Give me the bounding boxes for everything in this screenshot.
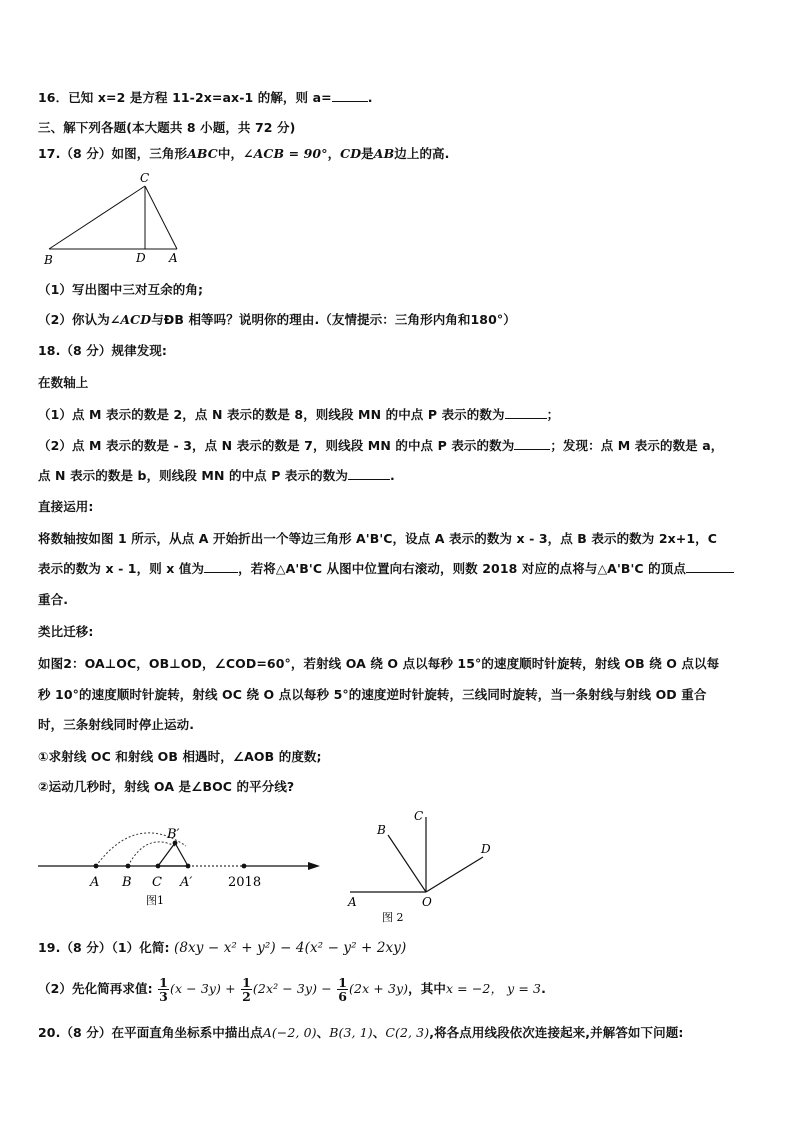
expression-1: (8xy − x² + y²) − 4(x² − y² + 2xy) [174, 940, 407, 956]
figure-1-number-line [36, 818, 326, 910]
label-c: C [414, 809, 424, 823]
point-a [94, 864, 99, 869]
q18-line-9: 类比迁移: [38, 624, 94, 639]
label-2018: 2018 [228, 875, 262, 890]
label-b-prime: B′ [167, 827, 180, 842]
q18-line-8: 重合. [38, 592, 69, 607]
q18-line-11: 秒 10°的速度顺时针旋转，射线 OC 绕 O 点以每秒 5°的速度逆时针旋转，三线同时旋转，当一条射线与射线 OD 重合 [38, 687, 707, 702]
figure-1-caption: 图1 [146, 894, 164, 907]
question-18: 18.（8 分）规律发现: [38, 343, 167, 358]
question-17-part1: （1）写出图中三对互余的角; [38, 282, 204, 297]
section-title: 三、解下列各题(本大题共 8 小题，共 72 分) [38, 120, 296, 135]
point-b [126, 864, 131, 869]
figure-2-rays [340, 805, 500, 925]
point-2018 [242, 864, 247, 869]
point-a-prime [186, 864, 191, 869]
label-a: A [348, 895, 357, 909]
question-17-part2: （2）你认为∠ACD与ÐB 相等吗？说明你的理由.（友情提示：三角形内角和180°） [38, 312, 516, 327]
triangle-ab-c [158, 843, 188, 866]
figure-2-caption: 图 2 [382, 911, 404, 924]
label-d: D [481, 842, 491, 856]
fraction-one-half: $\frac{1}{2}$ [242, 975, 251, 1004]
answer-blank [348, 467, 390, 480]
answer-blank [686, 560, 734, 573]
arrow-head [308, 862, 320, 870]
q18-line-5: 直接运用: [38, 499, 94, 514]
ray-ob [388, 835, 426, 892]
label-o: O [422, 895, 432, 909]
label-b: B [377, 823, 386, 837]
label-b: B [122, 875, 132, 890]
answer-blank [332, 89, 368, 102]
label-a-prime: A′ [180, 875, 193, 890]
answer-blank [514, 437, 550, 450]
q18-line-4: 点 N 表示的数是 b，则线段 MN 的中点 P 表示的数为 . [38, 468, 395, 483]
point-c [156, 864, 161, 869]
fold-arc-b [128, 842, 175, 866]
label-a: A [169, 251, 178, 265]
question-19: 19.（8 分）（1）化简: (8xy − x² + y²) − 4(x² − y² + 2xy) [38, 940, 407, 956]
answer-blank [204, 560, 238, 573]
label-b: B [44, 253, 53, 267]
fraction-one-third: $\frac{1}{3}$ [159, 975, 168, 1004]
question-16: 16．已知 x=2 是方程 11-2x=ax-1 的解，则 a= . [38, 90, 373, 105]
q18-line-2: （1）点 M 表示的数是 2，点 N 表示的数是 8，则线段 MN 的中点 P 表示的数为 ； [38, 407, 560, 422]
label-c: C [140, 171, 150, 185]
answer-blank [505, 406, 547, 419]
label-d: D [136, 251, 146, 265]
label-a: A [90, 875, 100, 890]
q18-line-13: ①求射线 OC 和射线 OB 相遇时，∠AOB 的度数; [38, 749, 322, 764]
fraction-one-sixth: $\frac{1}{6}$ [338, 975, 348, 1004]
question-20: 20.（8 分）在平面直角坐标系中描出点A(−2, 0)、B(3, 1)、C(2, 3),将各点用线段依次连接起来,并解答如下问题: [38, 1025, 684, 1040]
q18-line-3: （2）点 M 表示的数是 - 3，点 N 表示的数是 7，则线段 MN 的中点 P 表示的数为 ；发现：点 M 表示的数是 a， [38, 438, 724, 453]
ray-od [426, 857, 483, 892]
question-19-part2: （2）先化简再求值: $\frac{1}{3}$ (x − 3y) + $\frac{1}{2}$ (2x² − 3y) − $\frac{1}{6}$ (2x + 3y)，其中x = −2， y = 3. [38, 975, 546, 1004]
label-c: C [152, 875, 162, 890]
question-17: 17.（8 分）如图，三角形ABC中，∠ACB = 90°，CD是AB边上的高. [38, 146, 450, 161]
q18-line-6: 将数轴按如图 1 所示，从点 A 开始折出一个等边三角形 A'B'C，设点 A 表示的数为 x - 3，点 B 表示的数为 2x+1，C [38, 531, 718, 546]
side-bc [49, 186, 145, 249]
q18-line-14: ②运动几秒时，射线 OA 是∠BOC 的平分线? [38, 779, 295, 794]
q18-line-10: 如图2：OA⊥OC，OB⊥OD，∠COD=60°，若射线 OA 绕 O 点以每秒 15°的速度顺时针旋转，射线 OB 绕 O 点以每 [38, 656, 720, 671]
q18-line-12: 时，三条射线同时停止运动. [38, 717, 195, 732]
side-ca [145, 186, 177, 249]
q18-line-1: 在数轴上 [38, 375, 89, 390]
q18-line-7: 表示的数为 x - 1，则 x 值为 ，若将△A'B'C 从图中位置向右滚动，则数 2018 对应的点将与△A'B'C 的顶点 [38, 560, 734, 578]
triangle-figure [40, 168, 190, 268]
